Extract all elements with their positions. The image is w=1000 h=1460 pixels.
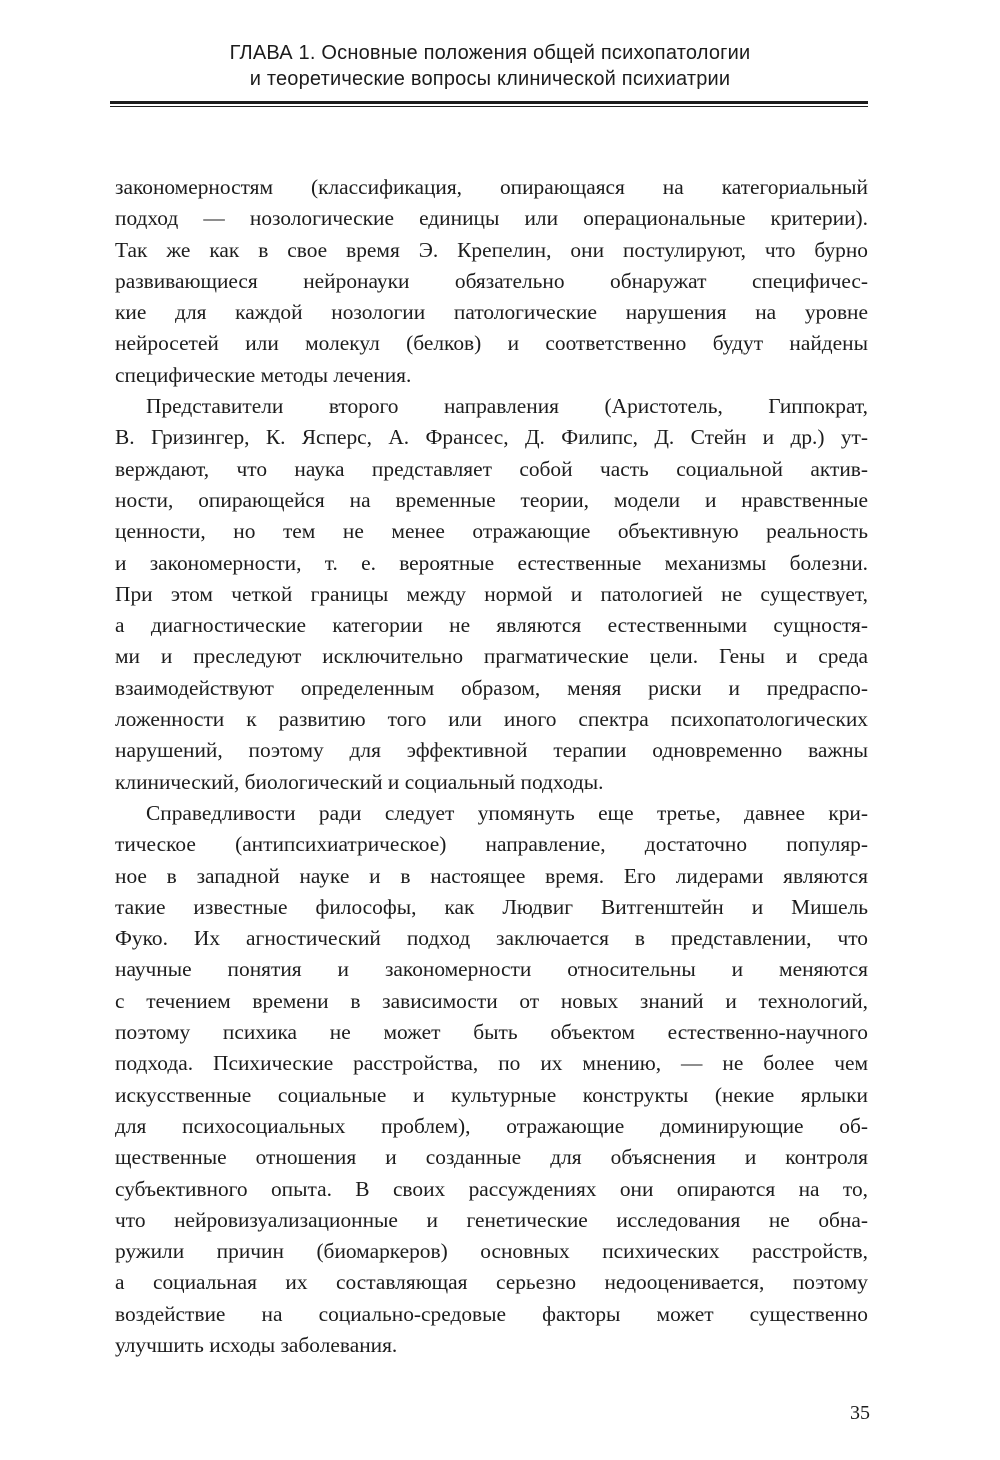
text-line: Представители второго направления (Аристотель, Гиппократ, <box>146 394 868 419</box>
text-line: нарушений, поэтому для эффективной терапии одновременно важны <box>115 738 868 763</box>
page-number: 35 <box>850 1402 870 1424</box>
text-line: закономерностям (классификация, опирающаяся на категориальный <box>115 175 868 199</box>
text-line: ное в западной науке и в настоящее время. Его лидерами являются <box>115 863 868 888</box>
text-line: тическое (антипсихиатрическое) направление, достаточно популяр- <box>115 832 868 857</box>
paragraph-2 <box>115 391 868 798</box>
text-line: клинический, биологический и социальный подходы. <box>115 769 604 794</box>
running-header-line-2: и теоретические вопросы клинической психиатрии <box>249 68 731 90</box>
text-line: искусственные социальные и культурные конструкты (некие ярлыки <box>115 1082 868 1107</box>
text-line: что нейровизуализационные и генетические исследования не обна- <box>115 1207 868 1232</box>
paragraph-3 <box>115 798 868 1361</box>
text-line: Справедливости ради следует упомянуть еще третье, давнее кри- <box>146 800 868 825</box>
text-line: такие известные философы, как Людвиг Витгенштейн и Мишель <box>115 894 868 919</box>
text-line: Фуко. Их агностический подход заключается в представлении, что <box>115 926 868 951</box>
text-line: поэтому психика не может быть объектом естественно-научного <box>115 1020 868 1045</box>
text-line: Так же как в свое время Э. Крепелин, они постулируют, что бурно <box>115 237 868 262</box>
text-line: В. Гризингер, К. Ясперс, А. Франсес, Д. Филипс, Д. Стейн и др.) ут- <box>115 425 868 450</box>
paragraph-1 <box>115 172 868 391</box>
body-text <box>115 172 868 1361</box>
text-line: ности, опирающейся на временные теории, модели и нравственные <box>115 487 868 512</box>
text-line: и закономерности, т. е. вероятные естественные механизмы болезни. <box>115 550 868 575</box>
text-line: развивающиеся нейронауки обязательно обнаружат специфичес- <box>115 268 868 293</box>
running-header-line-1: ГЛАВА 1. Основные положения общей психопатологии <box>229 42 751 64</box>
text-line: а диагностические категории не являются естественными сущностя- <box>115 613 868 638</box>
text-line: воздействие на социально-средовые факторы может существенно <box>115 1301 868 1326</box>
text-line: для психосоциальных проблем), отражающие доминирующие об- <box>115 1113 868 1138</box>
text-line: ружили причин (биомаркеров) основных психических расстройств, <box>115 1239 868 1264</box>
text-line: взаимодействуют определенным образом, меняя риски и предраспо- <box>115 675 868 700</box>
text-line: субъективного опыта. В своих рассуждениях они опираются на то, <box>115 1176 868 1201</box>
text-line: научные понятия и закономерности относительны и меняются <box>115 957 868 982</box>
header-rule-thin <box>110 106 868 107</box>
text-line: с течением времени в зависимости от новых знаний и технологий, <box>115 988 868 1013</box>
running-header <box>110 40 870 92</box>
text-line: ми и преследуют исключительно прагматические цели. Гены и среда <box>115 644 868 669</box>
header-rule-thick <box>110 101 868 104</box>
text-line: специфические методы лечения. <box>115 362 412 387</box>
text-line: подхода. Психические расстройства, по их мнению, — не более чем <box>115 1051 868 1076</box>
text-line: ложенности к развитию того или иного спектра психопатологических <box>115 707 868 732</box>
text-line: а социальная их составляющая серьезно недооценивается, поэтому <box>115 1270 868 1295</box>
text-line: подход — нозологические единицы или операциональные критерии). <box>115 206 868 231</box>
text-line: кие для каждой нозологии патологические нарушения на уровне <box>115 300 868 325</box>
text-line: улучшить исходы заболевания. <box>115 1332 398 1357</box>
text-line: верждают, что наука представляет собой часть социальной актив- <box>115 456 868 481</box>
text-line: ценности, но тем не менее отражающие объективную реальность <box>115 519 868 544</box>
text-line: При этом четкой границы между нормой и патологией не существует, <box>115 581 868 606</box>
text-line: нейросетей или молекул (белков) и соответственно будут найдены <box>115 331 868 356</box>
text-line: щественные отношения и созданные для объяснения и контроля <box>115 1145 868 1170</box>
